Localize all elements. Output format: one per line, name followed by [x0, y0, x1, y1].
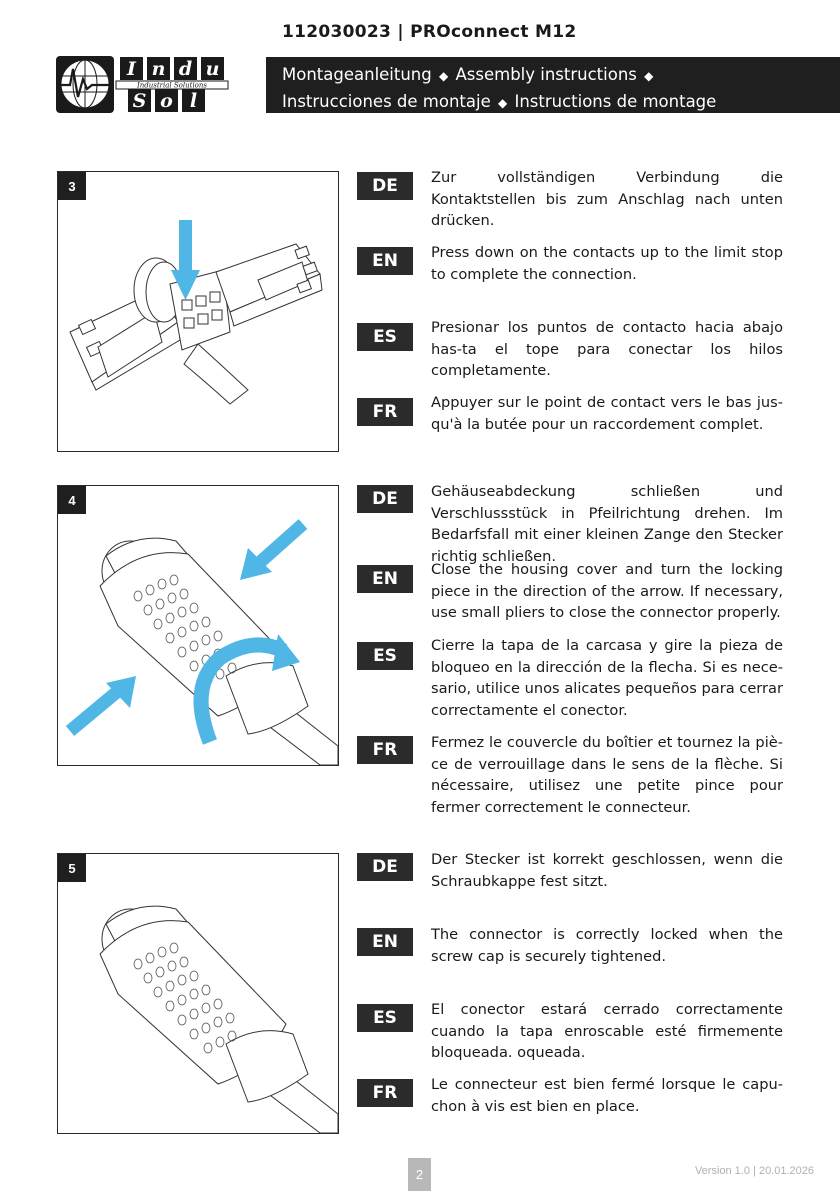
instruction-text-de: Der Stecker ist korrekt geschlossen, wenn die Schraubkappe fest sitzt.	[431, 851, 783, 890]
instruction-text-en: Close the housing cover and turn the locking piece in the direction of the arrow. If necessary, use small pliers to close the connector properly.	[431, 561, 783, 622]
lang-badge-fr: FR	[357, 736, 413, 764]
instruction-text-es: Cierre la tapa de la carcasa y gire la pieza de bloqueo en la dirección de la flecha. Si es nece-sario, utilice unos alicates pequeños para cerrar correctamente el conector.	[431, 637, 783, 719]
subtitle-fr: Instructions de montage	[514, 92, 717, 111]
instruction-text-en: Press down on the contacts up to the limit stop to complete the connection.	[431, 244, 783, 283]
logo-letter: d	[178, 58, 193, 80]
indu-sol-logo	[56, 55, 230, 115]
logo-letter: I	[127, 58, 136, 80]
arrow-diagonal-icon	[240, 524, 303, 580]
instruction-text-de: Zur vollständigen Verbindung die Kontaktstellen bis zum Anschlag nach unten drücken.	[431, 169, 783, 230]
version-label: Version 1.0 | 20.01.2026	[694, 1165, 814, 1177]
lang-badge-en: EN	[357, 247, 413, 275]
logo-tagline: Industrial Solutions	[136, 81, 208, 90]
lang-badge-fr: FR	[357, 398, 413, 426]
instruction-text-es: El conector estará cerrado correctamente cuando la tapa enroscable esté firmemente bloqueada. oqueada.	[431, 1001, 783, 1062]
instruction-text-es: Presionar los puntos de contacto hacia abajo has-ta el tope para conectar los hilos completamente.	[431, 319, 783, 380]
lang-badge-es: ES	[357, 642, 413, 670]
connector-drawing	[58, 172, 338, 451]
lang-badge-es: ES	[357, 323, 413, 351]
figure-step-5	[57, 853, 339, 1134]
instruction-text-de: Gehäuseabdeckung schließen und Verschlussstück in Pfeilrichtung drehen. Im Bedarfsfall mit einer kleinen Zange den Stecker richtig schließen.	[431, 483, 783, 565]
logo-letter: l	[189, 90, 198, 112]
diamond-icon: ◆	[439, 69, 449, 83]
subtitle-en: Assembly instructions	[455, 65, 637, 84]
instruction-text-fr: Appuyer sur le point de contact vers le bas jus-qu'à la butée pour un raccordement complet.	[431, 394, 783, 433]
subtitle-de: Montageanleitung	[282, 65, 432, 84]
subtitle-line-2	[282, 89, 840, 116]
logo-letter: u	[205, 58, 220, 80]
figure-step-4	[57, 485, 339, 766]
lang-badge-de: DE	[357, 172, 413, 200]
diamond-icon: ◆	[644, 69, 654, 83]
step-number-badge: 4	[58, 486, 86, 514]
lang-badge-en: EN	[357, 565, 413, 593]
document-title: 112030023 | PROconnect M12	[282, 22, 577, 42]
arrow-diagonal-icon	[70, 676, 136, 731]
logo-letter: o	[160, 90, 173, 112]
connector-drawing	[58, 854, 338, 1133]
lang-badge-de: DE	[357, 853, 413, 881]
step-number-badge: 3	[58, 172, 86, 200]
logo-letter: S	[132, 90, 147, 112]
lang-badge-en: EN	[357, 928, 413, 956]
header-bar	[266, 57, 840, 113]
instruction-text-en: The connector is correctly locked when the screw cap is securely tightened.	[431, 926, 783, 965]
instruction-text-fr: Fermez le couvercle du boîtier et tournez la piè-ce de verrouillage dans le sens de la flèche. Si nécessaire, utilisez une petite pince pour fermer correctement le connecteur.	[431, 734, 783, 816]
step-number-badge: 5	[58, 854, 86, 882]
diamond-icon: ◆	[497, 96, 508, 110]
instruction-text-fr: Le connecteur est bien fermé lorsque le capu-chon à vis est bien en place.	[431, 1076, 783, 1115]
logo-letter: n	[151, 58, 166, 80]
lang-badge-de: DE	[357, 485, 413, 513]
subtitle-es: Instrucciones de montaje	[282, 92, 491, 111]
connector-drawing	[58, 486, 338, 765]
lang-badge-fr: FR	[357, 1079, 413, 1107]
figure-step-3	[57, 171, 339, 452]
page-number: 2	[408, 1158, 431, 1191]
lang-badge-es: ES	[357, 1004, 413, 1032]
subtitle-line-1	[282, 62, 840, 89]
